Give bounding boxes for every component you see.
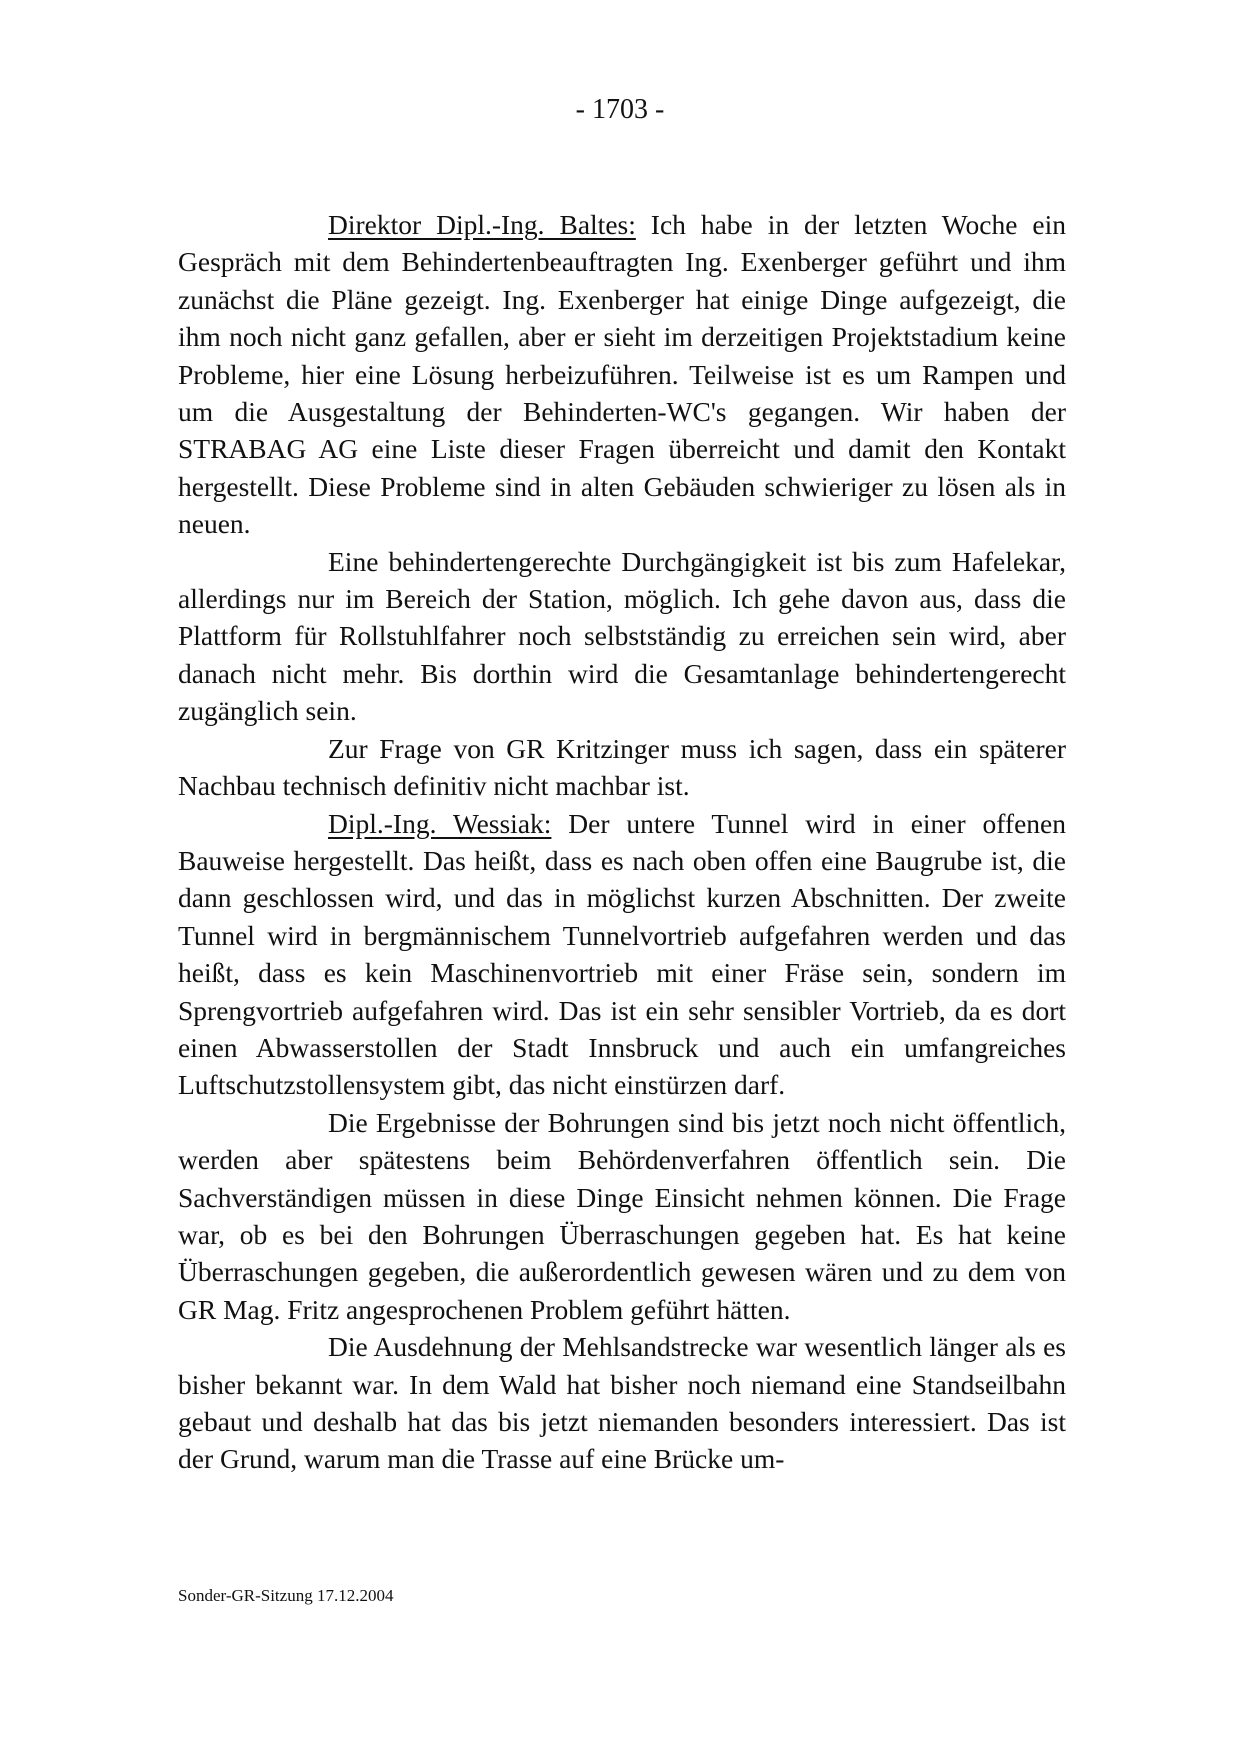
paragraph-text: Die Ausdehnung der Mehlsandstrecke war wesentlich länger als es bisher bekannt war. In dem Wald hat bisher noch niemand eine Standseilbahn gebaut und deshalb hat das bis jetzt niemanden besonders interessiert. Das ist der Grund, warum man die Trasse auf eine Brücke um- bbox=[178, 1331, 1066, 1475]
page-footer: Sonder-GR-Sitzung 17.12.2004 bbox=[178, 1586, 394, 1605]
paragraph-wessiak-3 bbox=[178, 1328, 1066, 1478]
speaker-label: Direktor Dipl.-Ing. Baltes: bbox=[328, 209, 636, 240]
paragraph-baltes-3 bbox=[178, 730, 1066, 805]
document-body bbox=[178, 206, 1066, 1478]
speaker-label: Dipl.-Ing. Wessiak: bbox=[328, 807, 552, 839]
paragraph-wessiak-1 bbox=[178, 805, 1066, 1104]
paragraph-text: Ich habe in der letzten Woche ein Gespräch mit dem Behindertenbeauftragten Ing. Exenberger geführt und ihm zunächst die Pläne gezeigt. Ing. Exenberger hat einige Dinge aufgezeigt, die ihm noch nicht ganz gefallen, aber er sieht im derzeitigen Projektstadium keine Probleme, hier eine Lösung herbeizuführen. Teilweise ist es um Rampen und um die Ausgestaltung der Behinderten-WC's gegangen. Wir haben der STRABAG AG eine Liste dieser Fragen überreicht und damit den Kontakt hergestellt. Diese Probleme sind in alten Gebäuden schwieriger zu lösen als in neuen. bbox=[178, 209, 1066, 540]
paragraph-text: Eine behindertengerechte Durchgängigkeit ist bis zum Hafelekar, allerdings nur im Bereich der Station, möglich. Ich gehe davon aus, dass die Plattform für Rollstuhlfahrer noch selbstständig zu erreichen sein wird, aber danach nicht mehr. Bis dorthin wird die Gesamtanlage behindertengerecht zugänglich sein. bbox=[178, 545, 1066, 727]
paragraph-wessiak-2 bbox=[178, 1104, 1066, 1328]
page-number: - 1703 - bbox=[575, 94, 665, 125]
paragraph-baltes-2 bbox=[178, 543, 1066, 730]
paragraph-text: Der untere Tunnel wird in einer offenen Bauweise hergestellt. Das heißt, dass es nach oben offen eine Baugrube ist, die dann geschlossen wird, und das in möglichst kurzen Abschnitten. Der zweite Tunnel wird in bergmännischem Tunnelvortrieb aufgefahren werden und das heißt, dass es kein Maschinenvortrieb mit einer Fräse sein, sondern im Sprengvortrieb aufgefahren wird. Das ist ein sehr sensibler Vortrieb, da es dort einen Abwasserstollen der Stadt Innsbruck und auch ein umfangreiches Luftschutzstollensystem gibt, das nicht einstürzen darf. bbox=[178, 807, 1066, 1101]
paragraph-text: Die Ergebnisse der Bohrungen sind bis jetzt noch nicht öffentlich, werden aber spätestens beim Behördenverfahren öffentlich sein. Die Sachverständigen müssen in diese Dinge Einsicht nehmen können. Die Frage war, ob es bei den Bohrungen Überraschungen gegeben hat. Es hat keine Überraschungen gegeben, die außerordentlich gewesen wären und zu dem von GR Mag. Fritz angesprochenen Problem geführt hätten. bbox=[178, 1106, 1066, 1325]
paragraph-text: Zur Frage von GR Kritzinger muss ich sagen, dass ein späterer Nachbau technisch definitiv nicht machbar ist. bbox=[178, 732, 1066, 802]
paragraph-baltes-1 bbox=[178, 206, 1066, 543]
